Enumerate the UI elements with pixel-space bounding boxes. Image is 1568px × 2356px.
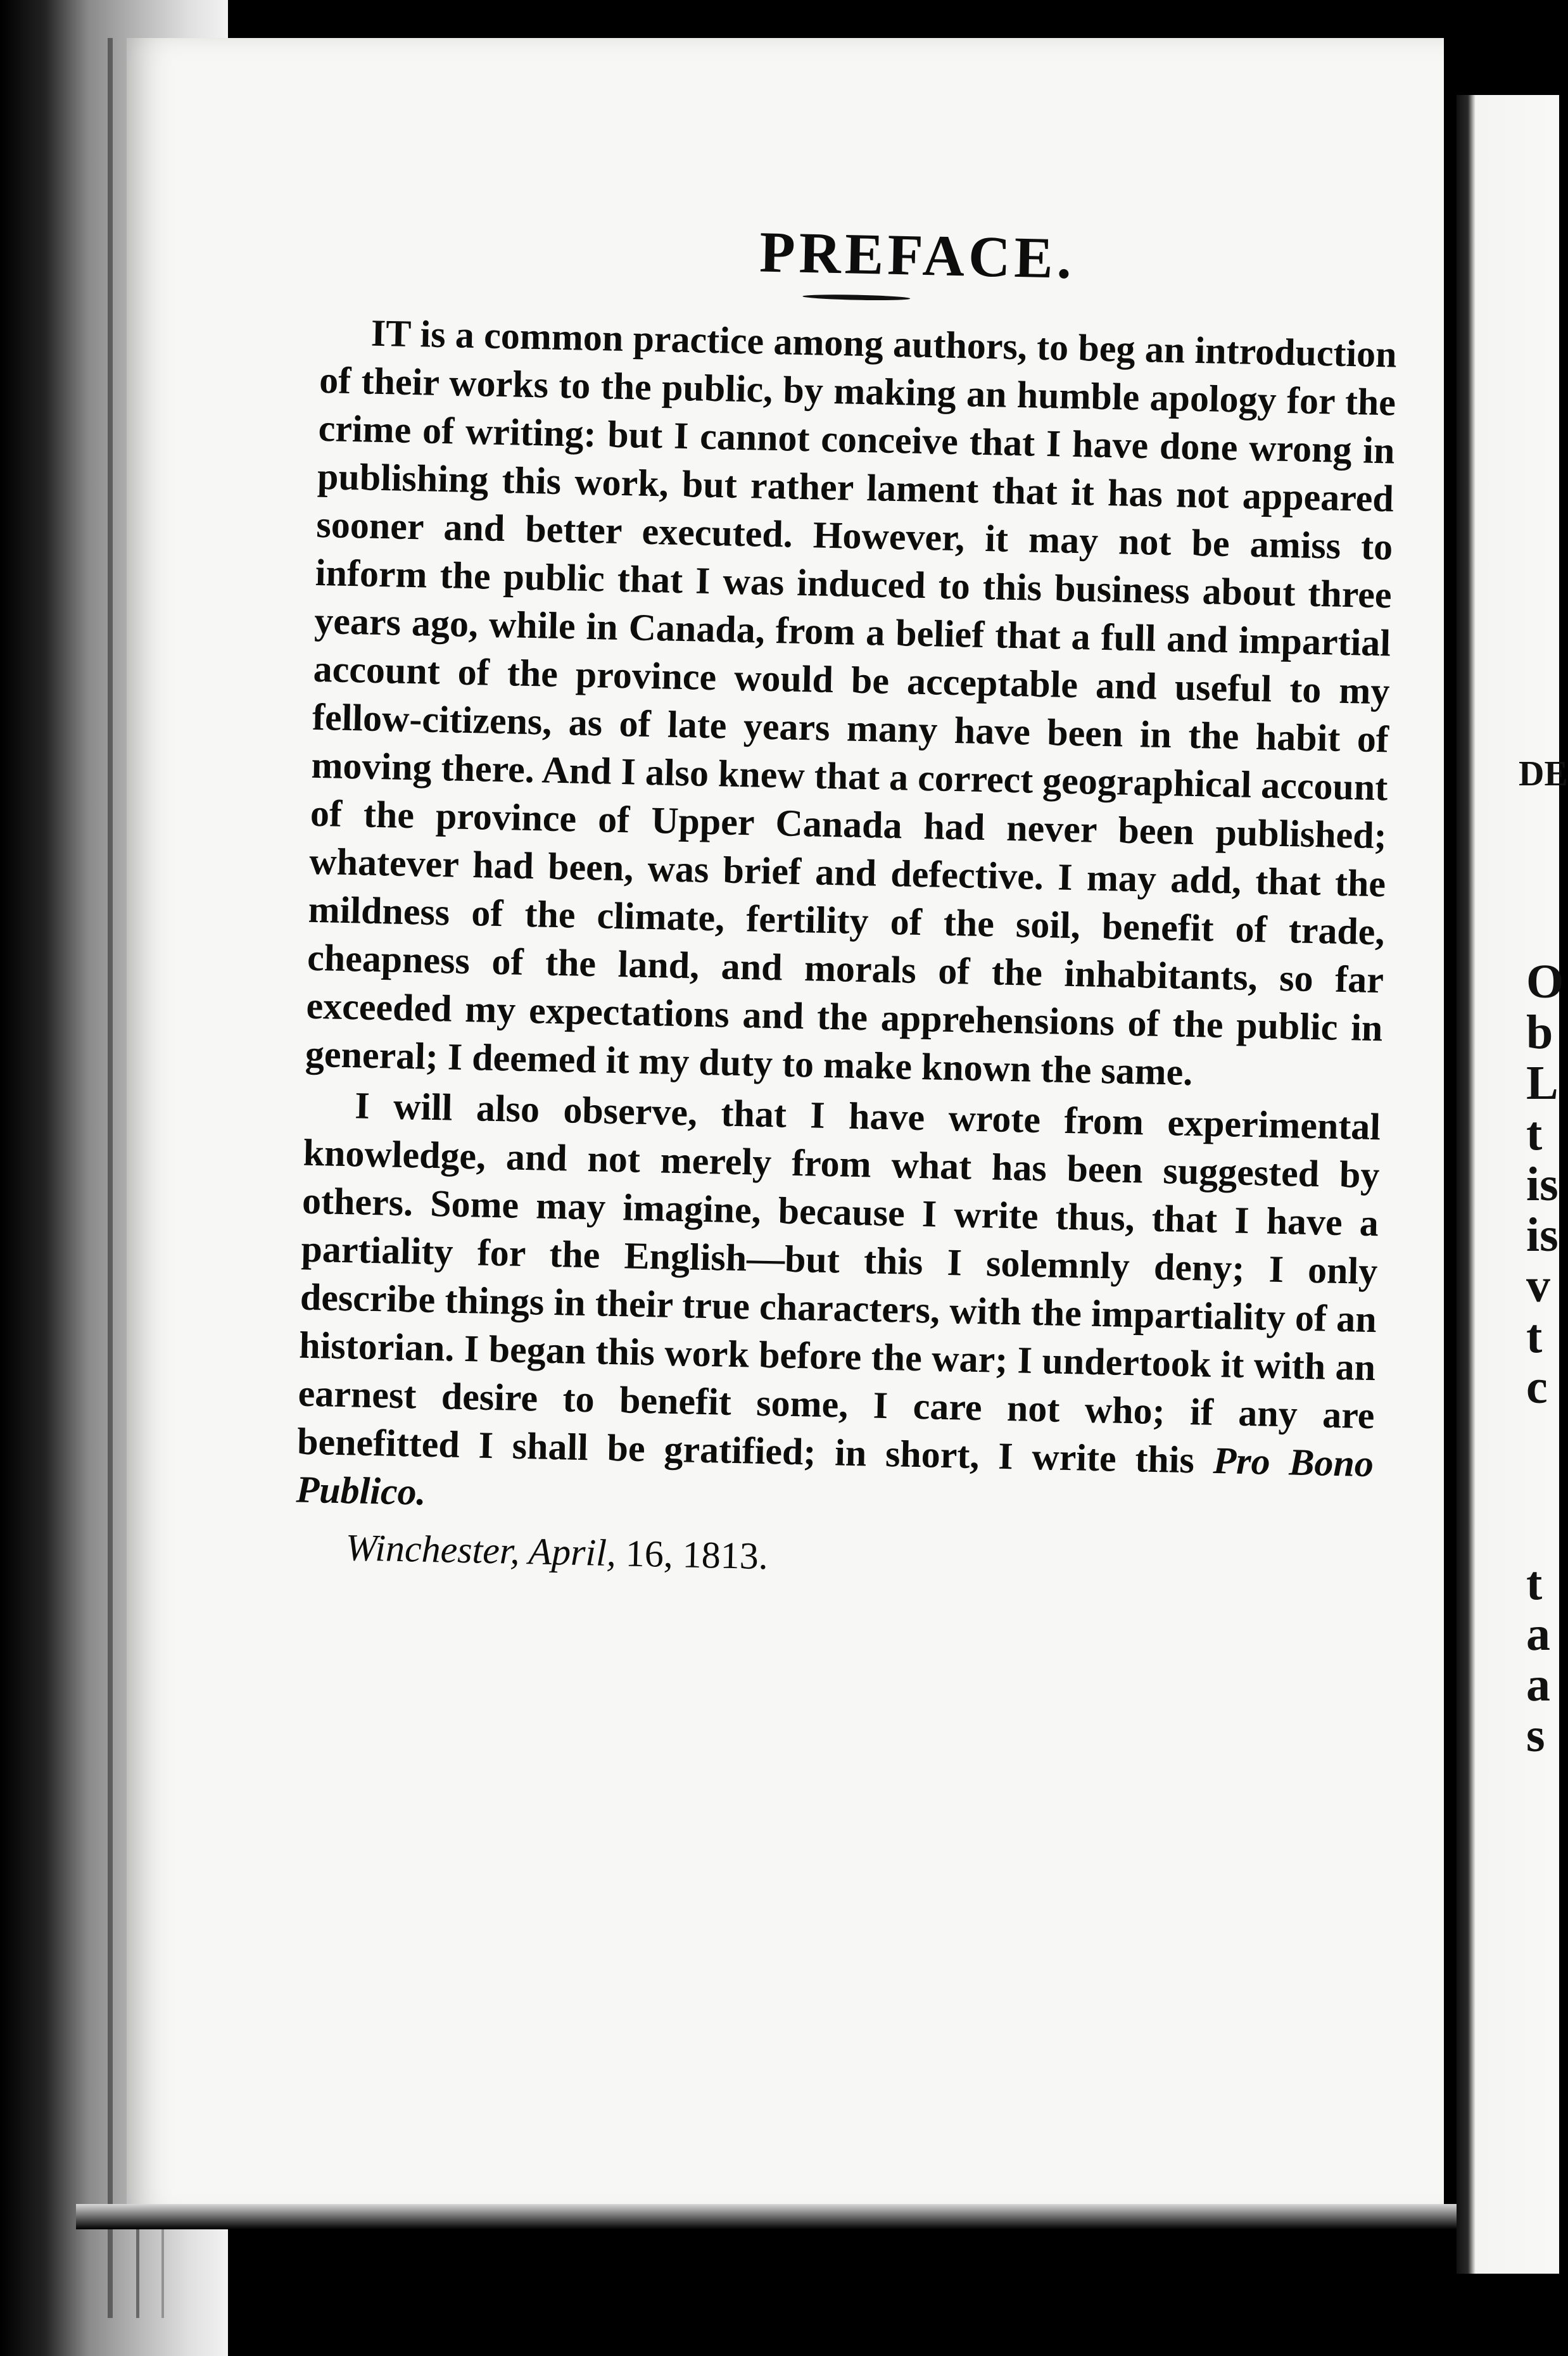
title-ornament [802,294,910,301]
facing-letter: is [1526,1158,1559,1211]
facing-page-letters [1526,652,1564,1761]
page-title: PREFACE. [759,219,1077,291]
page-bottom-edge [76,2204,1482,2229]
facing-letter: v [1526,1259,1550,1312]
facing-letter: t [1526,1107,1543,1160]
preface-text-block [294,209,1400,1594]
signature-place: Winchester, [345,1526,521,1572]
facing-letter: O [1526,955,1564,1008]
facing-letter: t [1526,1310,1543,1363]
facing-letter: b [1526,1006,1553,1059]
facing-letter: t [1526,1557,1543,1610]
paragraph-2 [296,1080,1381,1536]
paragraph-1: IT is a common practice among authors, to beg an introduction of their works to the public, by making an humble apology for the crime of writing: but I cannot conceive that I have done wrong in publishing this work, but rather lament that it has not appeared sooner and better executed. However, it may not be amiss to inform the public that I was induced to this business about three years ago, while in Canada, from a belief that a full and impartial account of the province would be acceptable and useful to my fellow-citizens, as of late years many have been in the habit of moving there. And I also knew that a correct geographical account of the province of Upper Canada had never been published; whatever had been, was brief and defective. I may add, that the mildness of the climate, fertility of the soil, benefit of trade, cheapness of the land, and morals of the inhabitants, so far exceeded my expectations and the apprehensions of the public in general; I deemed it my duty to make known the same. [305,312,1398,1094]
facing-letter: c [1526,1360,1548,1414]
signature-month: April, [528,1530,617,1574]
facing-letter: a [1526,1607,1550,1661]
facing-letter: s [1526,1709,1545,1762]
facing-letter: L [1526,1056,1559,1110]
facing-letter: is [1526,1208,1559,1262]
signature-date: 16, 1813. [625,1532,769,1578]
paragraph-2-text: I will also observe, that I have wrote from experimental knowledge, and not merely from what has been suggested by others. Some may imagine, because I write thus, that I have a partiality for the English—but this I solemnly deny; I only describe things in their true characters, with the impartiality of an historian. I began this work before the war; I undertook it with an earnest desire to benefit some, I care not who; if any are benefitted I shall be gratified; in short, I write this [296,1084,1381,1481]
facing-letter: a [1526,1658,1550,1711]
facing-heading-fragment: DE [1519,754,1568,794]
closing-italic: Pro Bono Publico. [295,1439,1374,1513]
facing-page-sliver [1457,95,1568,2274]
